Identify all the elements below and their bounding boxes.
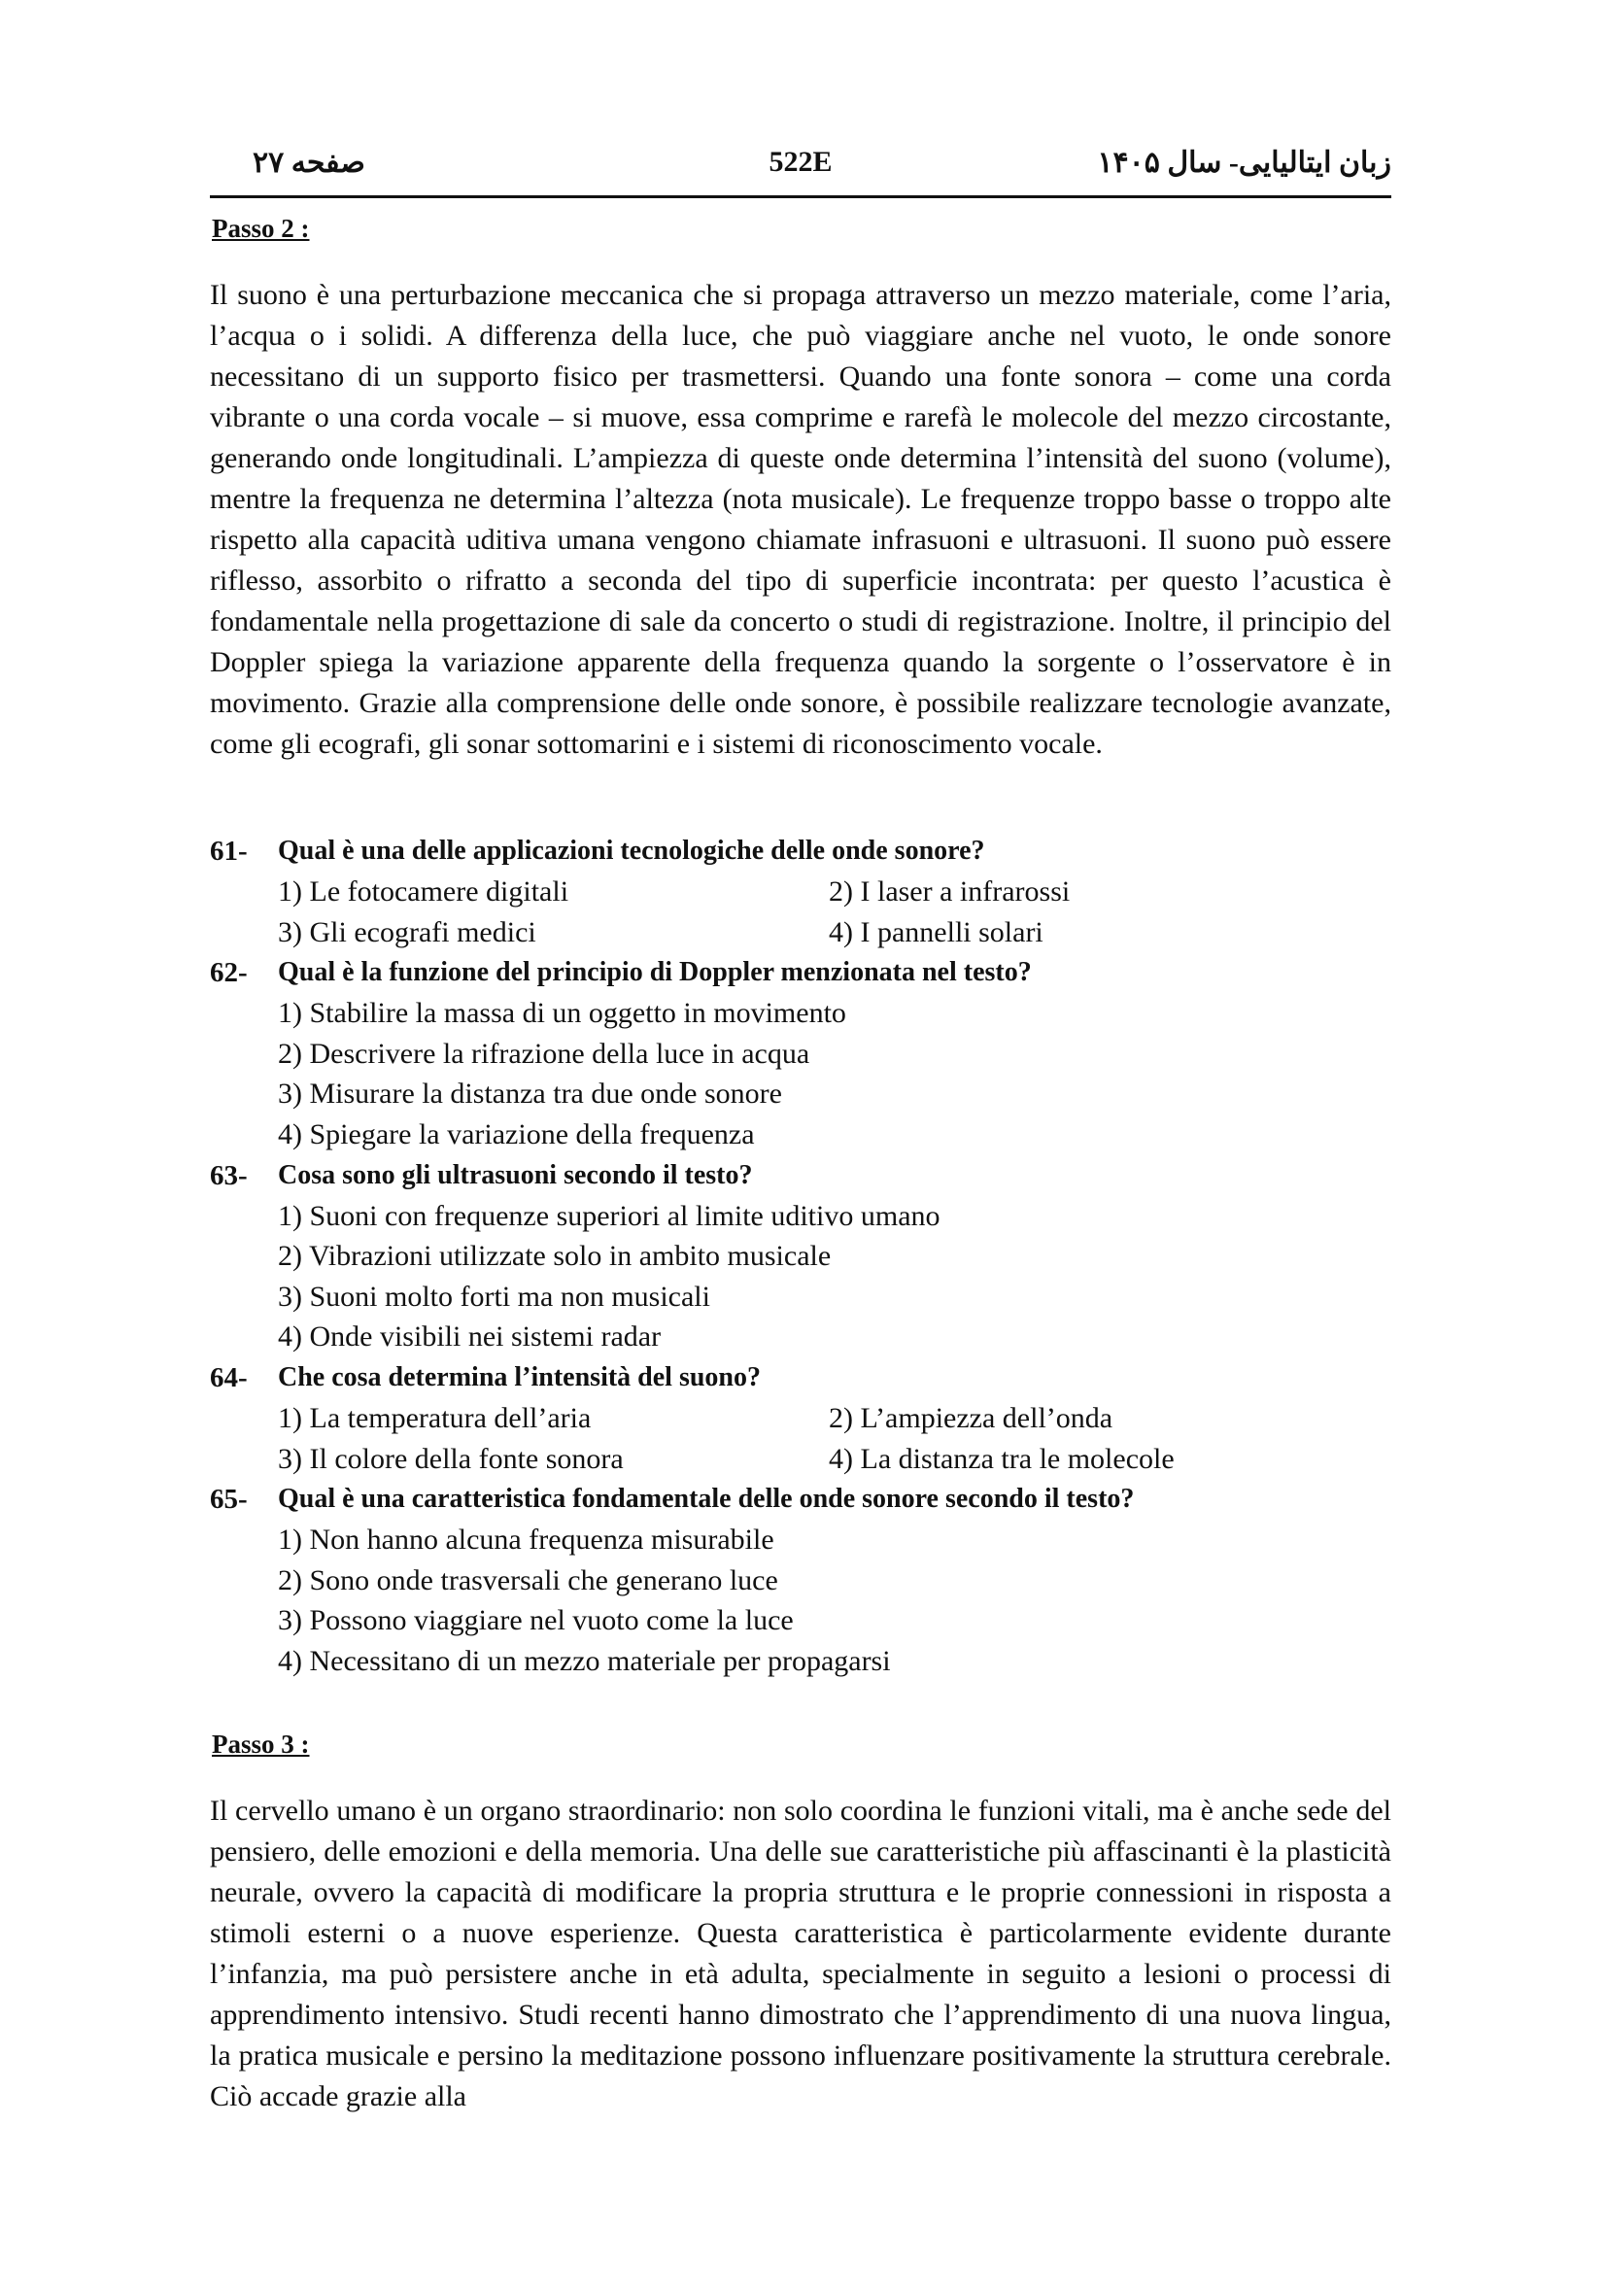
question-number: 64-: [210, 1361, 248, 1393]
option-2: 2) Vibrazioni utilizzate solo in ambito musicale: [278, 1240, 832, 1273]
question-text: Che cosa determina l’intensità del suono?: [278, 1361, 761, 1392]
option-4: 4) La distanza tra le molecole: [829, 1442, 1175, 1475]
option-1: 1) La temperatura dell’aria: [278, 1401, 592, 1434]
exam-code: 522E: [769, 146, 833, 178]
option-2: 2) L’ampiezza dell’onda: [829, 1401, 1113, 1434]
question-63: [210, 1155, 1391, 1357]
option-4: 4) I pannelli solari: [829, 915, 1043, 948]
passage-2-text: Il suono è una perturbazione meccanica che si propaga attraverso un mezzo materiale, come l’aria, l’acqua o i solidi. A differenza della luce, che può viaggiare anche nel vuoto, le onde sonore necessitano di un supporto fisico per trasmettersi. Quando una fonte sonora – come una corda vibrante o una corda vocale – si muove, essa comprime e rarefà le molecole del mezzo circostante, generando onde longitudinali. L’ampiezza di queste onde determina l’intensità del suono (volume), mentre la frequenza ne determina l’altezza (nota musicale). Le frequenze troppo basse o troppo alte rispetto alla capacità uditiva umana vengono chiamate infrasuoni e ultrasuoni. Il suono può essere riflesso, assorbito o rifratto a seconda del tipo di superficie incontrata: per questo l’acustica è fondamentale nella progettazione di sale da concerto o studi di registrazione. Inoltre, il principio del Doppler spiega la variazione apparente della frequenza quando la sorgente o l’osservatore è in movimento. Grazie alla comprensione delle onde sonore, è possibile realizzare tecnologie avanzate, come gli ecografi, gli sonar sottomarini e i sistemi di riconoscimento vocale.: [210, 279, 1391, 760]
question-62: [210, 952, 1391, 1154]
question-number: 63-: [210, 1159, 248, 1191]
header-divider: [210, 195, 1391, 198]
option-1: 1) Stabilire la massa di un oggetto in movimento: [278, 997, 846, 1030]
passage-3-text: Il cervello umano è un organo straordinario: non solo coordina le funzioni vitali, ma è anche sede del pensiero, delle emozioni e della memoria. Una delle sue caratteristiche più affascinanti è la plasticità neurale, ovvero la capacità di modificare la propria struttura e le proprie connessioni in risposta a stimoli esterni o a nuove esperienze. Questa caratteristica è particolarmente evidente durante l’infanzia, ma può persistere anche in età adulta, specialmente in seguito a lesioni o processi di apprendimento intensivo. Studi recenti hanno dimostrato che l’apprendimento di una nuova lingua, la pratica musicale e persino la meditazione possono influenzare positivamente la struttura cerebrale. Ciò accade grazie alla: [210, 1795, 1391, 2112]
question-text: Qual è una caratteristica fondamentale delle onde sonore secondo il testo?: [278, 1484, 1135, 1515]
option-3: 3) Misurare la distanza tra due onde sonore: [278, 1078, 782, 1111]
passage-3-label: Passo 3 :: [212, 1730, 310, 1759]
question-text: Cosa sono gli ultrasuoni secondo il testo?: [278, 1159, 753, 1190]
option-1: 1) Non hanno alcuna frequenza misurabile: [278, 1524, 774, 1557]
question-text: Qual è la funzione del principio di Doppler menzionata nel testo?: [278, 957, 1032, 988]
option-3: 3) Possono viaggiare nel vuoto come la luce: [278, 1604, 794, 1637]
page-number: صفحه ۲۷: [253, 147, 365, 179]
question-64: [210, 1357, 1391, 1479]
exam-title: زبان ایتالیایی- سال ۱۴۰۵: [1097, 147, 1391, 179]
passage-2-label: Passo 2 :: [212, 214, 310, 243]
option-1: 1) Le fotocamere digitali: [278, 875, 569, 908]
passage-3: [210, 1730, 1391, 2117]
passage-2: [210, 214, 1391, 765]
page-header: [210, 146, 1391, 190]
question-number: 62-: [210, 957, 248, 989]
question-number: 65-: [210, 1484, 248, 1516]
option-2: 2) Sono onde trasversali che generano luce: [278, 1563, 778, 1596]
question-65: [210, 1479, 1391, 1681]
option-4: 4) Onde visibili nei sistemi radar: [278, 1320, 662, 1354]
option-3: 3) Gli ecografi medici: [278, 915, 536, 948]
option-3: 3) Suoni molto forti ma non musicali: [278, 1280, 710, 1313]
option-3: 3) Il colore della fonte sonora: [278, 1442, 624, 1475]
option-4: 4) Spiegare la variazione della frequenza: [278, 1117, 755, 1150]
option-1: 1) Suoni con frequenze superiori al limite uditivo umano: [278, 1199, 940, 1232]
question-number: 61-: [210, 836, 248, 867]
question-list: [210, 831, 1391, 1682]
option-2: 2) Descrivere la rifrazione della luce in acqua: [278, 1037, 810, 1070]
option-2: 2) I laser a infrarossi: [829, 875, 1071, 908]
option-4: 4) Necessitano di un mezzo materiale per propagarsi: [278, 1644, 891, 1677]
question-text: Qual è una delle applicazioni tecnologiche delle onde sonore?: [278, 836, 985, 866]
question-61: [210, 831, 1391, 952]
